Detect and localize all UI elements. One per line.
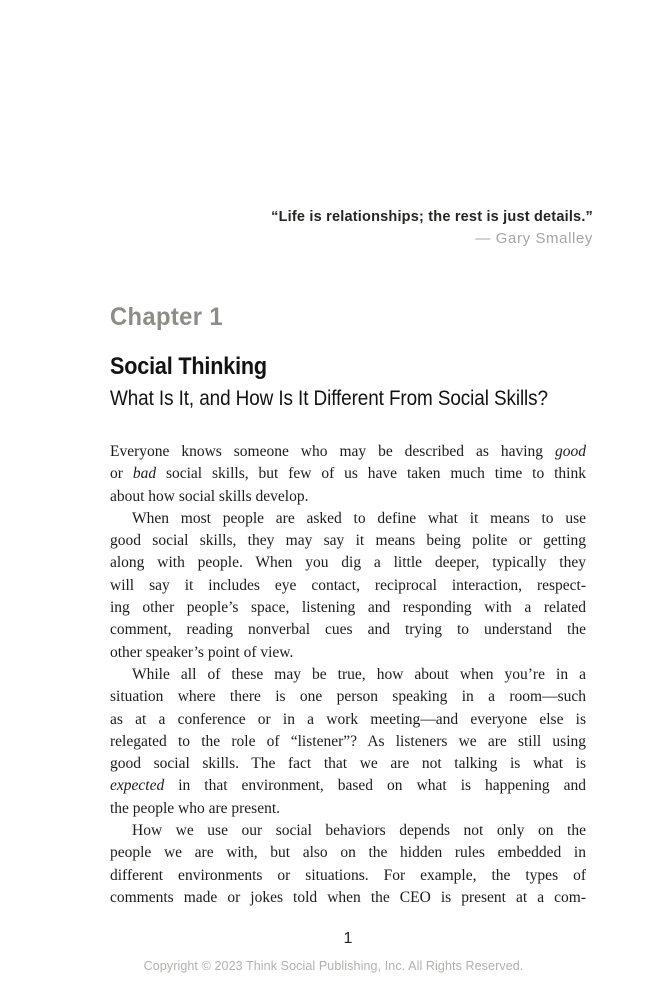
body-line: other speaker’s point of view.	[110, 643, 294, 661]
page-number: 1	[343, 930, 353, 947]
body-line: situation where there is one person speaking in a room—such	[110, 688, 586, 706]
body-line: as at a conference or in a work meeting—and everyone else is	[110, 710, 586, 728]
chapter-subtitle: What Is It, and How Is It Different From Social Skills?	[110, 387, 548, 410]
body-line: people we are with, but also on the hidden rules embedded in	[110, 844, 586, 862]
body-line: comment, reading nonverbal cues and trying to understand the	[110, 621, 586, 639]
body-line: good social skills, they may say it means being polite or getting	[110, 532, 586, 550]
epigraph	[110, 206, 593, 250]
body-line: comments made or jokes told when the CEO is present at a com-	[110, 888, 586, 906]
body-line: will say it includes eye contact, reciprocal interaction, respect-	[110, 576, 586, 594]
copyright-notice: Copyright © 2023 Think Social Publishing, Inc. All Rights Reserved.	[143, 959, 524, 973]
body-line: or bad social skills, but few of us have taken much time to think	[110, 465, 586, 483]
epigraph-quote: “Life is relationships; the rest is just details.”	[271, 209, 593, 225]
body-line: ing other people’s space, listening and responding with a related	[110, 599, 586, 617]
body-paragraph	[110, 441, 586, 508]
body-line: expected in that environment, based on what is happening and	[110, 777, 586, 795]
body-text	[110, 441, 586, 909]
body-line: different environments or situations. For example, the types of	[110, 866, 586, 884]
body-line: How we use our social behaviors depends not only on the	[132, 822, 586, 840]
body-line: about how social skills develop.	[110, 487, 309, 505]
body-line: When most people are asked to define what it means to use	[132, 509, 586, 527]
body-line: the people who are present.	[110, 799, 281, 817]
epigraph-attribution: — Gary Smalley	[475, 230, 593, 247]
body-line: Everyone knows someone who may be described as having good	[110, 443, 586, 460]
body-paragraph	[110, 820, 586, 909]
body-line: While all of these may be true, how about when you’re in a	[132, 665, 586, 683]
body-line: relegated to the role of “listener”? As listeners we are still using	[110, 732, 586, 750]
body-line: good social skills. The fact that we are not talking is what is	[110, 755, 586, 773]
chapter-title: Social Thinking	[110, 353, 267, 380]
body-line: along with people. When you dig a little deeper, typically they	[110, 554, 586, 572]
chapter-label: Chapter 1	[110, 303, 223, 331]
body-paragraph	[110, 664, 586, 820]
body-paragraph	[110, 508, 586, 664]
